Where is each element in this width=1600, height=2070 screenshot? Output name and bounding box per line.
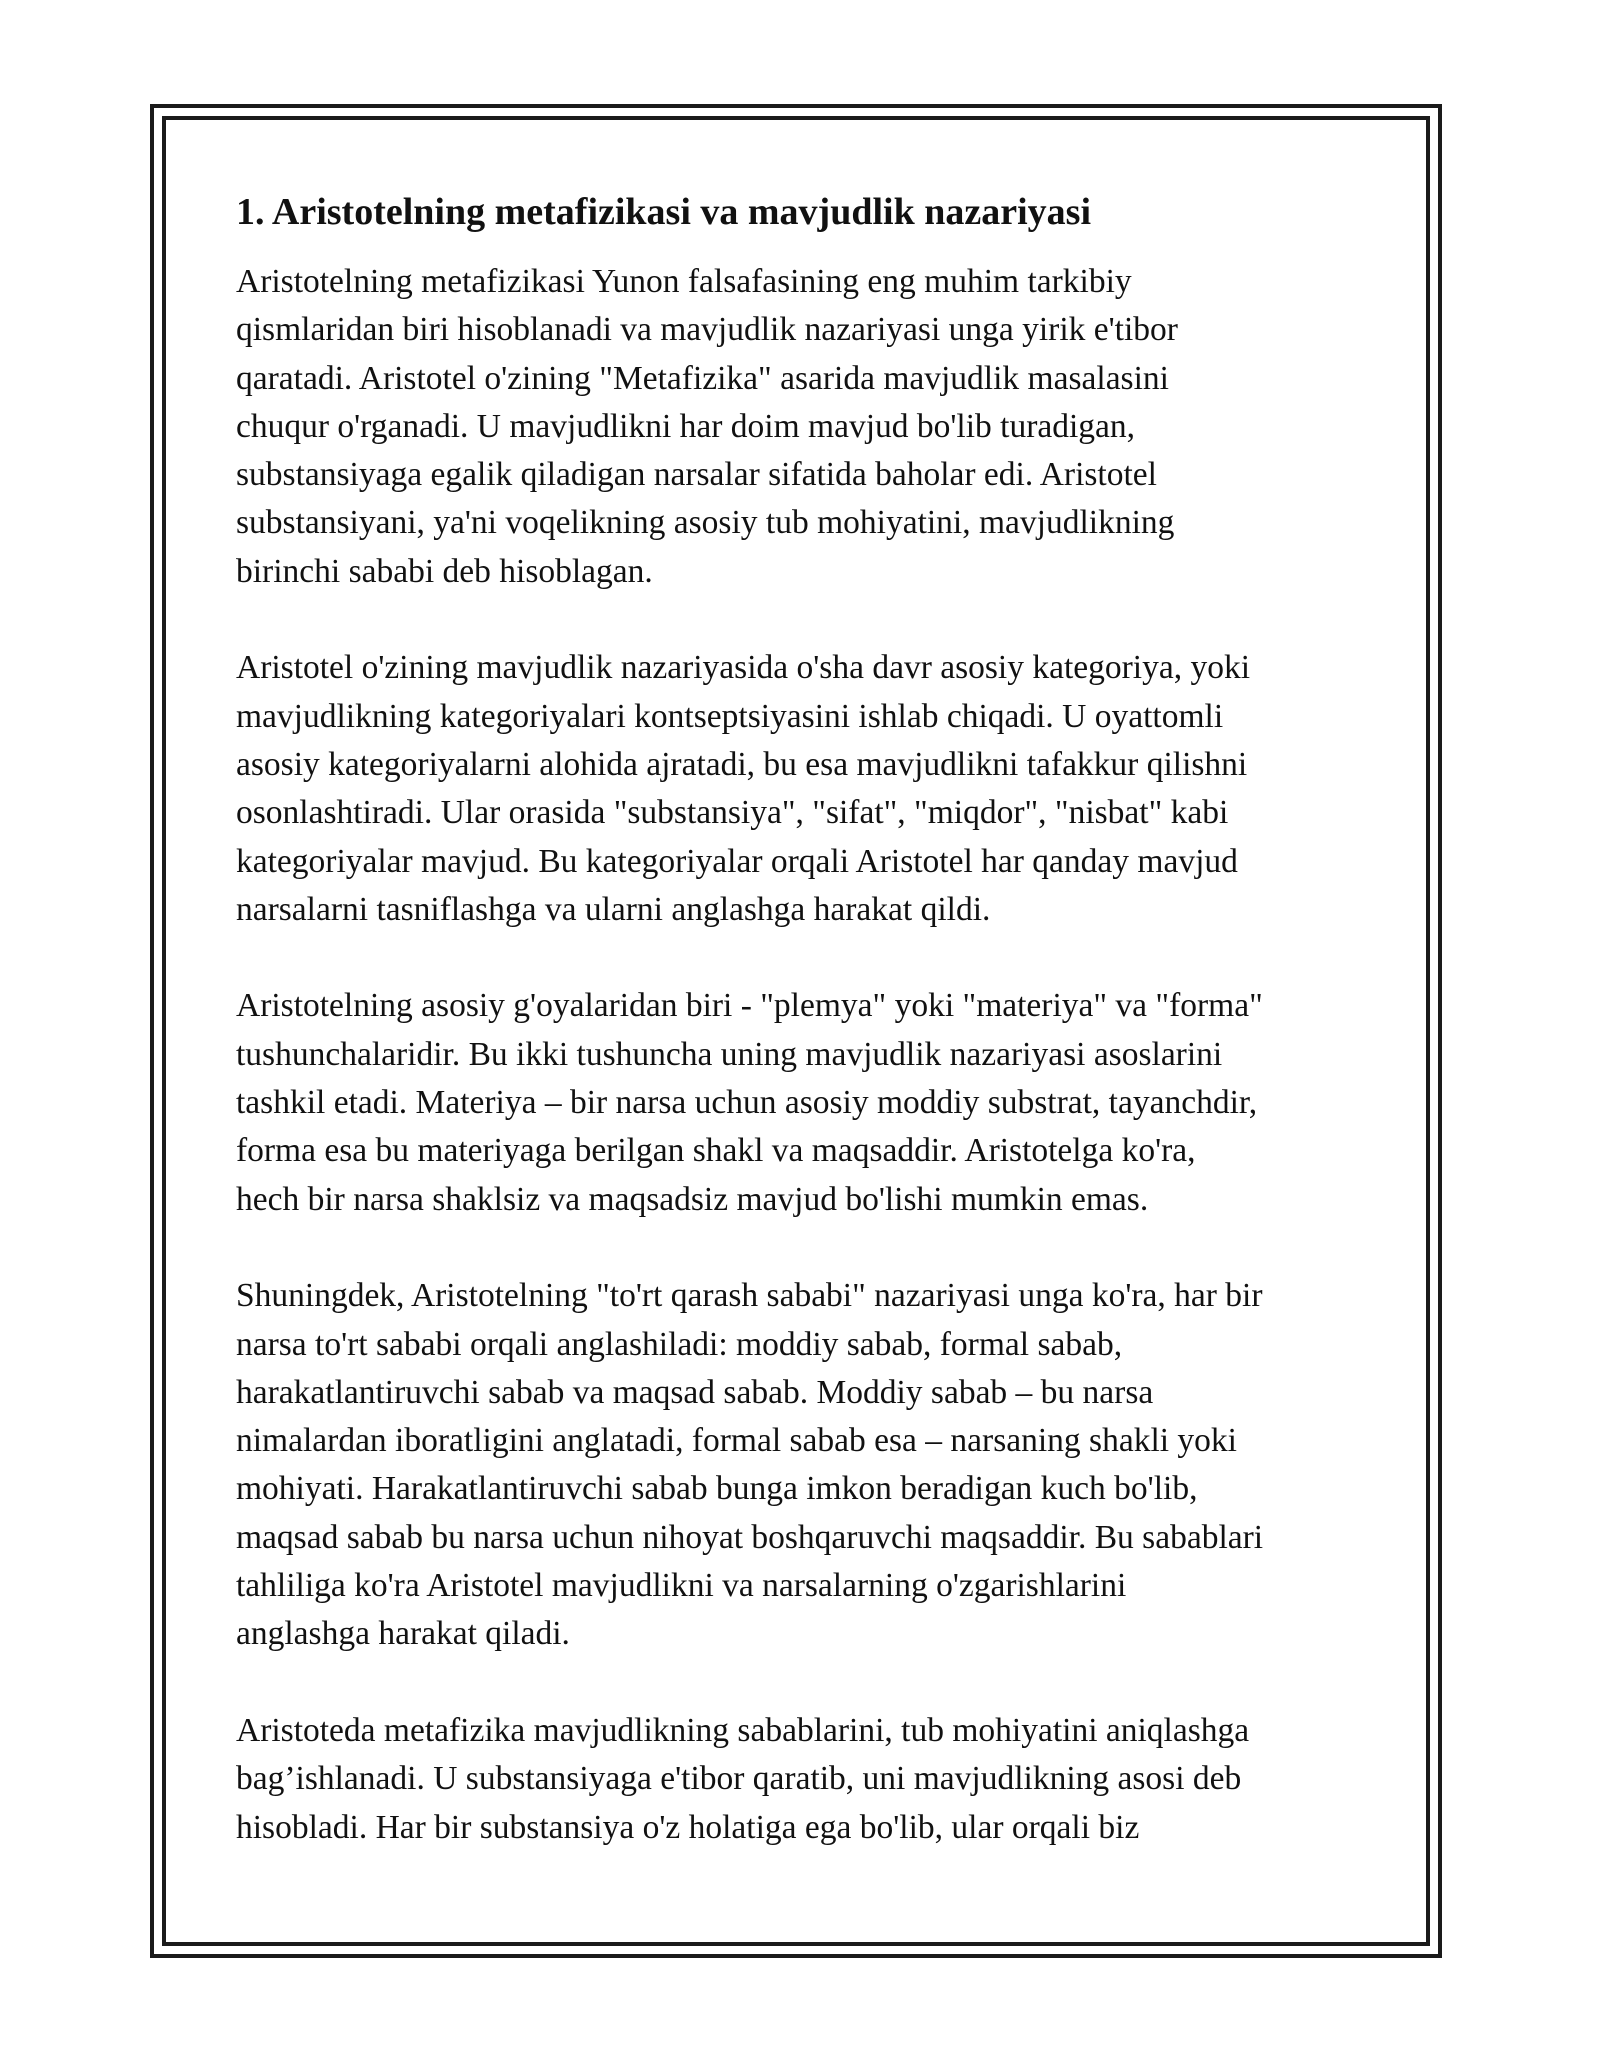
paragraph-line: harakatlantiruvchi sabab va maqsad sabab. Moddiy sabab – bu narsa (236, 1373, 1154, 1411)
paragraph-line: osonlashtiradi. Ular orasida "substansiya", "sifat", "miqdor", "nisbat" kabi (236, 794, 1229, 832)
paragraph-line: bag’ishlanadi. U substansiyaga e'tibor qaratib, uni mavjudlikning asosi deb (236, 1760, 1242, 1798)
paragraph-line: narsalarni tasniflashga va ularni anglashga harakat qildi. (236, 890, 991, 928)
paragraph-line: narsa to'rt sababi orqali anglashiladi: moddiy sabab, formal sabab, (236, 1325, 1123, 1363)
paragraph-line: tashkil etadi. Materiya – bir narsa uchun asosiy moddiy substrat, tayanchdir, (236, 1084, 1258, 1122)
document-body (236, 188, 1366, 1900)
paragraph-3 (236, 982, 1366, 1223)
paragraph-2 (236, 644, 1366, 934)
paragraph-line: Shuningdek, Aristotelning "to'rt qarash sababi" nazariyasi unga ko'ra, har bir (236, 1277, 1263, 1315)
paragraph-line: mohiyati. Harakatlantiruvchi sabab bunga imkon beradigan kuch bo'lib, (236, 1470, 1198, 1508)
paragraph-line: nimalardan iboratligini anglatadi, formal sabab esa – narsaning shakli yoki (236, 1422, 1237, 1460)
paragraph-line: substansiyaga egalik qiladigan narsalar sifatida baholar edi. Aristotel (236, 456, 1157, 494)
paragraph-line: mavjudlikning kategoriyalari kontseptsiyasini ishlab chiqadi. U oyattomli (236, 697, 1224, 735)
paragraph-line: maqsad sabab bu narsa uchun nihoyat boshqaruvchi maqsaddir. Bu sabablari (236, 1518, 1264, 1556)
paragraph-line: hech bir narsa shaklsiz va maqsadsiz mavjud bo'lishi mumkin emas. (236, 1180, 1149, 1218)
paragraph-line: kategoriyalar mavjud. Bu kategoriyalar orqali Aristotel har qanday mavjud (236, 842, 1238, 880)
paragraph-line: Aristotelning metafizikasi Yunon falsafasining eng muhim tarkibiy (236, 263, 1132, 300)
paragraph-line: qismlaridan biri hisoblanadi va mavjudlik nazariyasi unga yirik e'tibor (236, 311, 1178, 349)
paragraph-line: tahliliga ko'ra Aristotel mavjudlikni va narsalarning o'zgarishlarini (236, 1567, 1127, 1605)
paragraph-4 (236, 1272, 1366, 1658)
paragraph-line: Aristotel o'zining mavjudlik nazariyasida o'sha davr asosiy kategoriya, yoki (236, 649, 1251, 687)
paragraph-line: birinchi sababi deb hisoblagan. (236, 552, 653, 590)
paragraph-line: qaratadi. Aristotel o'zining "Metafizika" asarida mavjudlik masalasini (236, 359, 1169, 397)
paragraph-line: forma esa bu materiyaga berilgan shakl va maqsaddir. Aristotelga ko'ra, (236, 1132, 1196, 1170)
paragraph-line: hisobladi. Har bir substansiya o'z holatiga ega bo'lib, ular orqali biz (236, 1808, 1140, 1846)
paragraph-line: chuqur o'rganadi. U mavjudlikni har doim mavjud bo'lib turadigan, (236, 407, 1136, 445)
paragraph-line: substansiyani, ya'ni voqelikning asosiy tub mohiyatini, mavjudlikning (236, 504, 1175, 542)
paragraph-5 (236, 1707, 1366, 1852)
paragraph-line: asosiy kategoriyalarni alohida ajratadi, bu esa mavjudlikni tafakkur qilishni (236, 745, 1248, 783)
paragraph-line: Aristotelning asosiy g'oyalaridan biri - "plemya" yoki "materiya" va "forma" (236, 987, 1263, 1025)
paragraph-line: tushunchalaridir. Bu ikki tushuncha uning mavjudlik nazariyasi asoslarini (236, 1035, 1223, 1073)
section-heading: 1. Aristotelning metafizikasi va mavjudlik nazariyasi (236, 191, 1091, 233)
paragraph-line: anglashga harakat qiladi. (236, 1615, 570, 1653)
paragraph-line: Aristoteda metafizika mavjudlikning sabablarini, tub mohiyatini aniqlashga (236, 1711, 1250, 1749)
paragraph-1 (236, 258, 1366, 596)
